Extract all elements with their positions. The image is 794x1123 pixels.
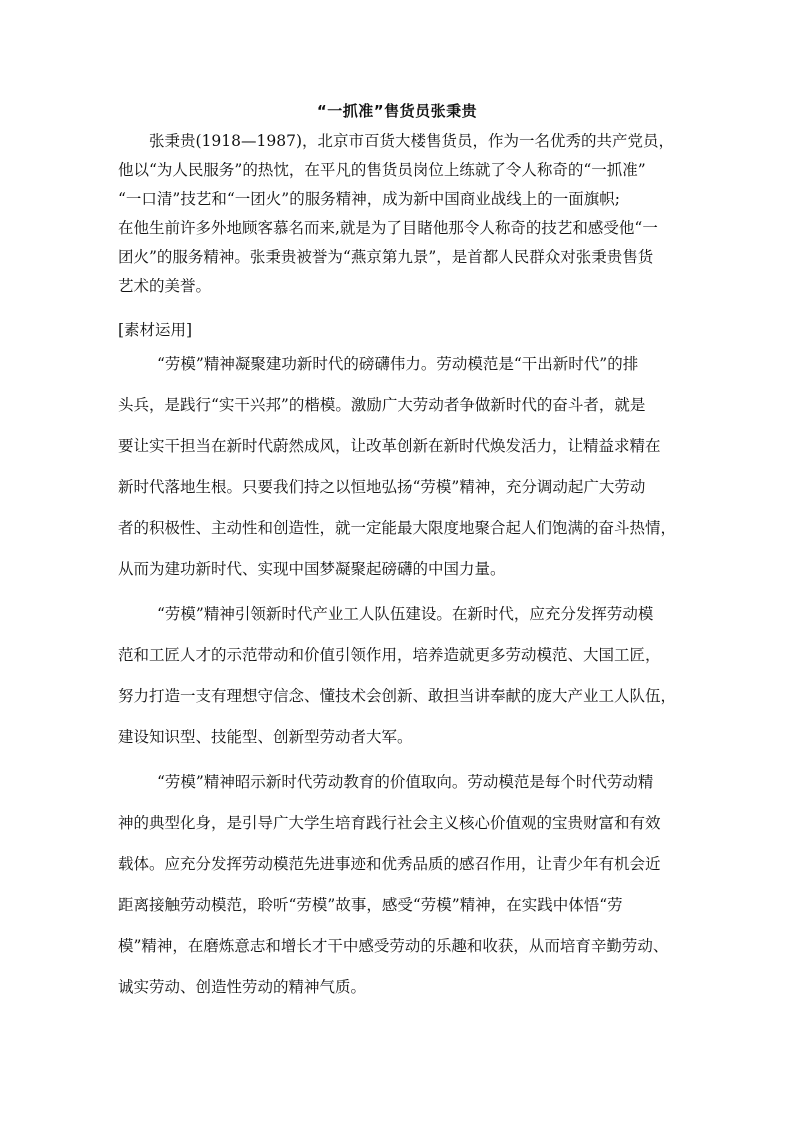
paragraph-line: 努力打造一支有理想守信念、懂技术会创新、敢担当讲奉献的庞大产业工人队伍，: [118, 687, 677, 705]
intro-line: 张秉贵(1918—1987)，北京市百货大楼售货员，作为一名优秀的共产党员，: [149, 132, 674, 150]
paragraph-line: “劳模”精神昭示新时代劳动教育的价值取向。劳动模范是每个时代劳动精: [157, 773, 654, 791]
intro-line: 艺术的美誉。: [118, 277, 212, 295]
intro-line: “一口清”技艺和“一团火”的服务精神，成为新中国商业战线上的一面旗帜;: [118, 190, 620, 208]
intro-line: 团火”的服务精神。张秉贵被誉为“燕京第九景”，是首都人民群众对张秉贵售货: [118, 248, 654, 266]
paragraph-line: 神的典型化身，是引导广大学生培育践行社会主义核心价值观的宝贵财富和有效: [118, 814, 661, 832]
document-title: “一抓准”售货员张秉贵: [316, 102, 478, 120]
paragraph-line: 从而为建功新时代、实现中国梦凝聚起磅礴的中国力量。: [118, 560, 506, 578]
paragraph-line: “劳模”精神凝聚建功新时代的磅礴伟力。劳动模范是“干出新时代”的排: [157, 355, 639, 373]
paragraph-line: 建设知识型、技能型、创新型劳动者大军。: [118, 728, 413, 746]
paragraph-line: 者的积极性、主动性和创造性，就一定能最大限度地聚合起人们饱满的奋斗热情，: [118, 519, 677, 537]
section-tag: [素材运用]: [118, 321, 193, 339]
paragraph-line: 载体。应充分发挥劳动模范先进事迹和优秀品质的感召作用，让青少年有机会近: [118, 855, 661, 873]
paragraph-line: 头兵，是践行“实干兴邦”的楷模。激励广大劳动者争做新时代的奋斗者，就是: [118, 396, 646, 414]
paragraph-line: “劳模”精神引领新时代产业工人队伍建设。在新时代，应充分发挥劳动模: [157, 605, 654, 623]
paragraph-line: 模”精神，在磨炼意志和增长才干中感受劳动的乐趣和收获，从而培育辛勤劳动、: [118, 937, 669, 955]
intro-line: 在他生前许多外地顾客慕名而来,就是为了目睹他那令人称奇的技艺和感受他“一: [118, 219, 658, 237]
intro-line: 他以“为人民服务”的热忱，在平凡的售货员岗位上练就了令人称奇的“一抓准”: [118, 161, 646, 179]
paragraph-line: 要让实干担当在新时代蔚然成风，让改革创新在新时代焕发活力，让精益求精在: [118, 437, 661, 455]
paragraph-line: 范和工匠人才的示范带动和价值引领作用，培养造就更多劳动模范、大国工匠，: [118, 646, 661, 664]
paragraph-line: 新时代落地生根。只要我们持之以恒地弘扬“劳模”精神，充分调动起广大劳动: [118, 478, 646, 496]
paragraph-line: 距离接触劳动模范，聆听“劳模”故事，感受“劳模”精神，在实践中体悟“劳: [118, 896, 623, 914]
intro-paragraph: [118, 127, 698, 301]
paragraph-line: 诚实劳动、创造性劳动的精神气质。: [118, 978, 367, 996]
